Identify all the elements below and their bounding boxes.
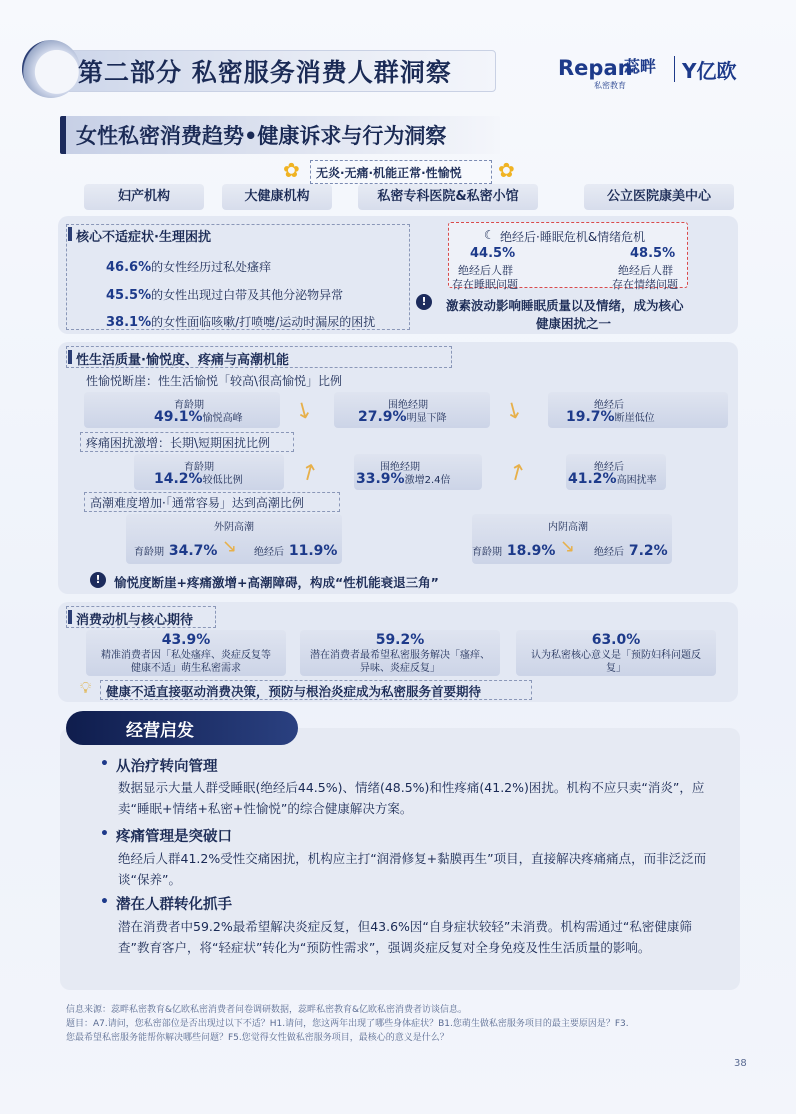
- orgasm-type: 外阴高潮: [214, 522, 254, 533]
- pain-value: 41.2%高困扰率: [568, 471, 657, 487]
- stage-label: 围绝经期: [380, 462, 420, 473]
- motive-tag: 消费动机与核心期待: [76, 613, 194, 628]
- tag-marker: [68, 350, 72, 364]
- lightbulb-icon: 💡︎: [80, 678, 92, 697]
- emotion-pct: 48.5%: [630, 246, 676, 261]
- tag-marker: [68, 227, 72, 241]
- motive-text: 复」: [606, 663, 626, 674]
- orgasm-type: 内阴高潮: [548, 522, 588, 533]
- goal-text: 无炎·无痛·机能正常·性愉悦: [316, 166, 462, 180]
- insights-title: 经营启发: [126, 721, 194, 741]
- curved-arrow-icon: ↗: [502, 457, 532, 488]
- motive-conclusion: 健康不适直接驱动消费决策，预防与根治炎症成为私密服务首要期待: [106, 684, 482, 699]
- orgasm-value: 育龄期 34.7%: [134, 543, 218, 559]
- institution-chip: 公立医院康美中心: [584, 184, 734, 210]
- pleasure-value: 19.7%断崖低位: [566, 409, 655, 425]
- section-title: 第二部分 私密服务消费人群洞察: [78, 58, 452, 87]
- bullet-icon: •: [100, 756, 109, 772]
- stage-label: 绝经后: [594, 462, 624, 473]
- sleep-label-1: 绝经后人群: [458, 264, 513, 277]
- header-ring-decoration: [22, 40, 80, 98]
- bullet-icon: •: [100, 894, 109, 910]
- pain-label: 疼痛困扰激增：长期\短期困扰比例: [86, 436, 271, 450]
- curved-arrow-icon: ↘: [222, 536, 238, 557]
- repan-logo-sub: 私密教育: [594, 81, 626, 90]
- repan-logo-cn: 蕊畔: [624, 57, 657, 76]
- footer-source: 信息来源：蕊畔私密教育&亿欧私密消费者问卷调研数据，蕊畔私密教育&亿欧私密消费者访谈信息。: [66, 1005, 468, 1015]
- core-alert-2: 健康困扰之一: [536, 316, 612, 331]
- institution-chip: 妇产机构: [84, 184, 204, 210]
- insight-body: 绝经后人群41.2%受性交痛困扰，机构应主打“润滑修复+黏膜再生”项目，直接解决疼痛痛点，而非泛泛而谈“保养”。: [118, 851, 707, 887]
- yiou-logo-text: 亿欧: [696, 59, 737, 83]
- sex-conclusion: 愉悦度断崖+疼痛激增+高潮障碍，构成“性机能衰退三角”: [114, 575, 439, 590]
- sex-tag: 性生活质量·愉悦度、疼痛与高潮机能: [76, 353, 289, 368]
- motive-text: 认为私密核心意义是「预防妇科问题反: [531, 650, 701, 661]
- pain-value: 33.9%激增2.4倍: [356, 471, 451, 487]
- orgasm-value: 育龄期 18.9%: [472, 543, 556, 559]
- institution-chip: 大健康机构: [222, 184, 332, 210]
- stage-label: 育龄期: [184, 462, 214, 473]
- sleep-label-2: 存在睡眠问题: [452, 278, 518, 291]
- yiou-logo-mark-icon: Y: [682, 59, 697, 83]
- stage-label: 育龄期: [174, 400, 204, 411]
- moon-icon: ☾: [484, 228, 495, 242]
- pleasure-value: 49.1%愉悦高峰: [154, 409, 243, 425]
- core-alert: 激素波动影响睡眠质量以及情绪，成为核心: [446, 298, 684, 313]
- orgasm-label: 高潮难度增加·「通常容易」达到高潮比例: [90, 496, 304, 510]
- orgasm-value: 绝经后 11.9%: [254, 543, 338, 559]
- page-title: 女性私密消费趋势•健康诉求与行为洞察: [76, 124, 447, 148]
- core-line: 38.1%的女性面临咳嗽/打喷嚏/运动时漏尿的困扰: [106, 315, 376, 330]
- institution-chip: 私密专科医院&私密小馆: [358, 184, 538, 210]
- flower-icon: ✿: [283, 158, 300, 182]
- curved-arrow-icon: ↘: [498, 395, 528, 426]
- page-number: 38: [734, 1058, 747, 1069]
- curved-arrow-icon: ↗: [294, 457, 324, 488]
- core-tag: 核心不适症状·生理困扰: [76, 230, 211, 245]
- motive-text: 异味、炎症反复」: [360, 663, 440, 674]
- insight-title: 潜在人群转化抓手: [116, 897, 232, 913]
- motive-text: 潜在消费者最希望私密服务解决「瘙痒、: [310, 650, 490, 661]
- motive-text: 精准消费者因「私处瘙痒、炎症反复等: [101, 650, 271, 661]
- motive-pct: 63.0%: [591, 632, 641, 648]
- footer-questions: 题目：A7.请问，您私密部位是否出现过以下不适？H1.请问，您这两年出现了哪些身体症状？B1.您萌生做私密服务项目的最主要原因是？F3.: [66, 1019, 629, 1029]
- repan-logo: Repan: [558, 56, 633, 80]
- motive-text: 健康不适」萌生私密需求: [131, 663, 241, 674]
- core-line: 46.6%的女性经历过私处瘙痒: [106, 260, 272, 275]
- emotion-label-1: 绝经后人群: [618, 264, 673, 277]
- logo-divider: [674, 56, 675, 82]
- emotion-label-2: 存在情绪问题: [612, 278, 678, 291]
- sleep-title: 绝经后·睡眠危机&情绪危机: [500, 230, 646, 244]
- tag-marker: [68, 610, 72, 624]
- insight-body: 数据显示大量人群受睡眠(绝经后44.5%)、情绪(48.5%)和性疼痛(41.2%)困扰。机构不应只卖“消炎”，应卖“睡眠+情绪+私密+性愉悦”的综合健康解决方案。: [118, 780, 705, 816]
- exclamation-icon: !: [416, 294, 432, 310]
- insight-body: 潜在消费者中59.2%最希望解决炎症反复，但43.6%因“自身症状较轻”未消费。机构需通过“私密健康筛查”教育客户，将“轻症状”转化为“预防性需求”，强调炎症反复对全身免疫及性生活质量的影响。: [118, 919, 692, 955]
- insight-title: 疼痛管理是突破口: [116, 829, 232, 845]
- stage-label: 绝经后: [594, 400, 624, 411]
- bullet-icon: •: [100, 826, 109, 842]
- orgasm-value: 绝经后 7.2%: [594, 543, 668, 559]
- yiou-logo: [682, 55, 736, 84]
- pleasure-value: 27.9%明显下降: [358, 409, 447, 425]
- motive-pct: 43.9%: [161, 632, 211, 648]
- sleep-pct: 44.5%: [470, 246, 516, 261]
- motive-pct: 59.2%: [375, 632, 425, 648]
- pain-value: 14.2%较低比例: [154, 471, 243, 487]
- insight-title: 从治疗转向管理: [116, 759, 218, 775]
- curved-arrow-icon: ↘: [560, 536, 576, 557]
- flower-icon: ✿: [498, 158, 515, 182]
- footer-questions-2: 您最希望私密服务能帮你解决哪些问题？F5.您觉得女性做私密服务项目，最核心的意义是什么？: [66, 1033, 449, 1043]
- pleasure-label: 性愉悦断崖：性生活愉悦「较高\很高愉悦」比例: [86, 374, 343, 388]
- stage-label: 围绝经期: [388, 400, 428, 411]
- curved-arrow-icon: ↘: [288, 395, 318, 426]
- exclamation-icon: !: [90, 572, 106, 588]
- core-line: 45.5%的女性出现过白带及其他分泌物异常: [106, 288, 344, 303]
